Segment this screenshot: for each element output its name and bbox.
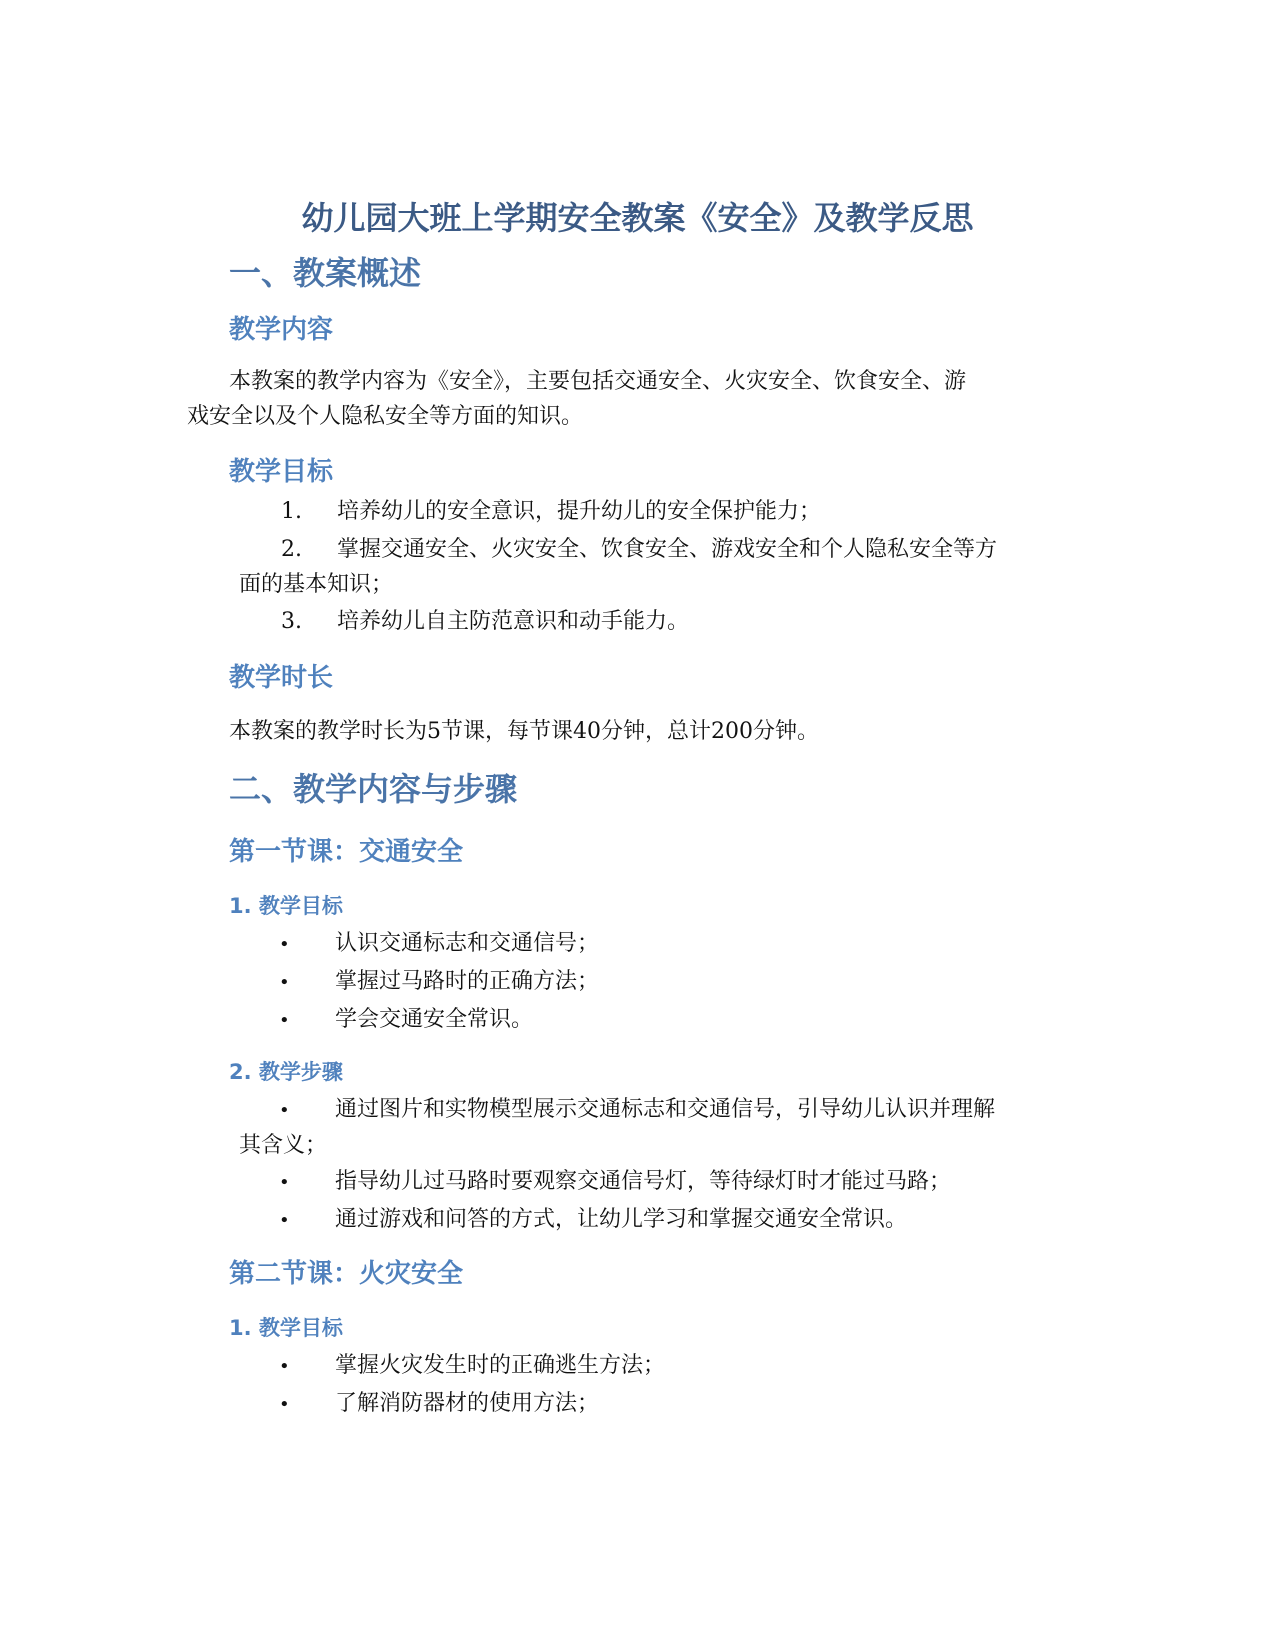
bullet-item xyxy=(229,1348,1089,1384)
list-item-text: 培养幼儿的安全意识，提升幼儿的安全保护能力； xyxy=(337,499,822,524)
bullet-icon: • xyxy=(279,1394,290,1415)
subheading-lesson-2: 第二节课：火灾安全 xyxy=(229,1259,464,1289)
list-item xyxy=(229,494,1089,529)
list-number: 2. xyxy=(281,537,302,562)
bullet-item-text: 学会交通安全常识。 xyxy=(335,1007,534,1032)
list-item-text: 培养幼儿自主防范意识和动手能力。 xyxy=(337,609,690,634)
bullet-item xyxy=(229,1386,1089,1422)
bullet-item xyxy=(229,964,1089,1000)
bullet-icon: • xyxy=(279,1172,290,1193)
bullet-item xyxy=(229,1092,1089,1163)
subheading-teaching-content: 教学内容 xyxy=(229,315,334,345)
section-heading-overview: 一、教案概述 xyxy=(229,254,422,292)
section-heading-content-steps: 二、教学内容与步骤 xyxy=(229,770,518,808)
bullet-item xyxy=(229,1164,1089,1200)
subheading-teaching-goals: 教学目标 xyxy=(229,457,334,487)
list-number: 1. xyxy=(281,499,302,524)
bullet-item-text: 了解消防器材的使用方法； xyxy=(335,1391,600,1416)
bullet-item-text: 指导幼儿过马路时要观察交通信号灯，等待绿灯时才能过马路； xyxy=(335,1169,952,1194)
bullet-icon: • xyxy=(279,1100,290,1121)
document-title: 幼儿园大班上学期安全教案《安全》及教学反思 xyxy=(301,199,974,237)
bullet-item-text-continued: 其含义； xyxy=(239,1133,328,1158)
bullet-item-text: 通过游戏和问答的方式，让幼儿学习和掌握交通安全常识。 xyxy=(335,1207,908,1232)
bullet-icon: • xyxy=(279,1356,290,1377)
content-paragraph-line-1: 本教案的教学内容为《安全》，主要包括交通安全、火灾安全、饮食安全、游 xyxy=(229,369,967,394)
subheading-teaching-duration: 教学时长 xyxy=(229,663,334,693)
list-item-text: 掌握交通安全、火灾安全、饮食安全、游戏安全和个人隐私安全等方 xyxy=(337,537,998,562)
bullet-item-text: 认识交通标志和交通信号； xyxy=(335,931,600,956)
bullet-item-text: 掌握火灾发生时的正确逃生方法； xyxy=(335,1353,666,1378)
list-item-text-continued: 面的基本知识； xyxy=(239,572,394,597)
bullet-item xyxy=(229,926,1089,962)
bullet-icon: • xyxy=(279,1010,290,1031)
lesson-1-goals-heading: 1. 教学目标 xyxy=(229,894,343,918)
bullet-icon: • xyxy=(279,972,290,993)
bullet-item-text: 通过图片和实物模型展示交通标志和交通信号，引导幼儿认识并理解 xyxy=(335,1097,996,1122)
list-number: 3. xyxy=(281,609,302,634)
list-item xyxy=(229,532,1089,602)
list-item xyxy=(229,604,1089,639)
content-paragraph-line-2: 戏安全以及个人隐私安全等方面的知识。 xyxy=(187,404,584,429)
duration-paragraph: 本教案的教学时长为5节课，每节课40分钟，总计200分钟。 xyxy=(229,719,819,744)
bullet-icon: • xyxy=(279,934,290,955)
lesson-2-goals-heading: 1. 教学目标 xyxy=(229,1316,343,1340)
bullet-icon: • xyxy=(279,1210,290,1231)
lesson-1-steps-heading: 2. 教学步骤 xyxy=(229,1060,343,1084)
bullet-item-text: 掌握过马路时的正确方法； xyxy=(335,969,600,994)
subheading-lesson-1: 第一节课：交通安全 xyxy=(229,837,464,867)
bullet-item xyxy=(229,1202,1089,1238)
bullet-item xyxy=(229,1002,1089,1038)
